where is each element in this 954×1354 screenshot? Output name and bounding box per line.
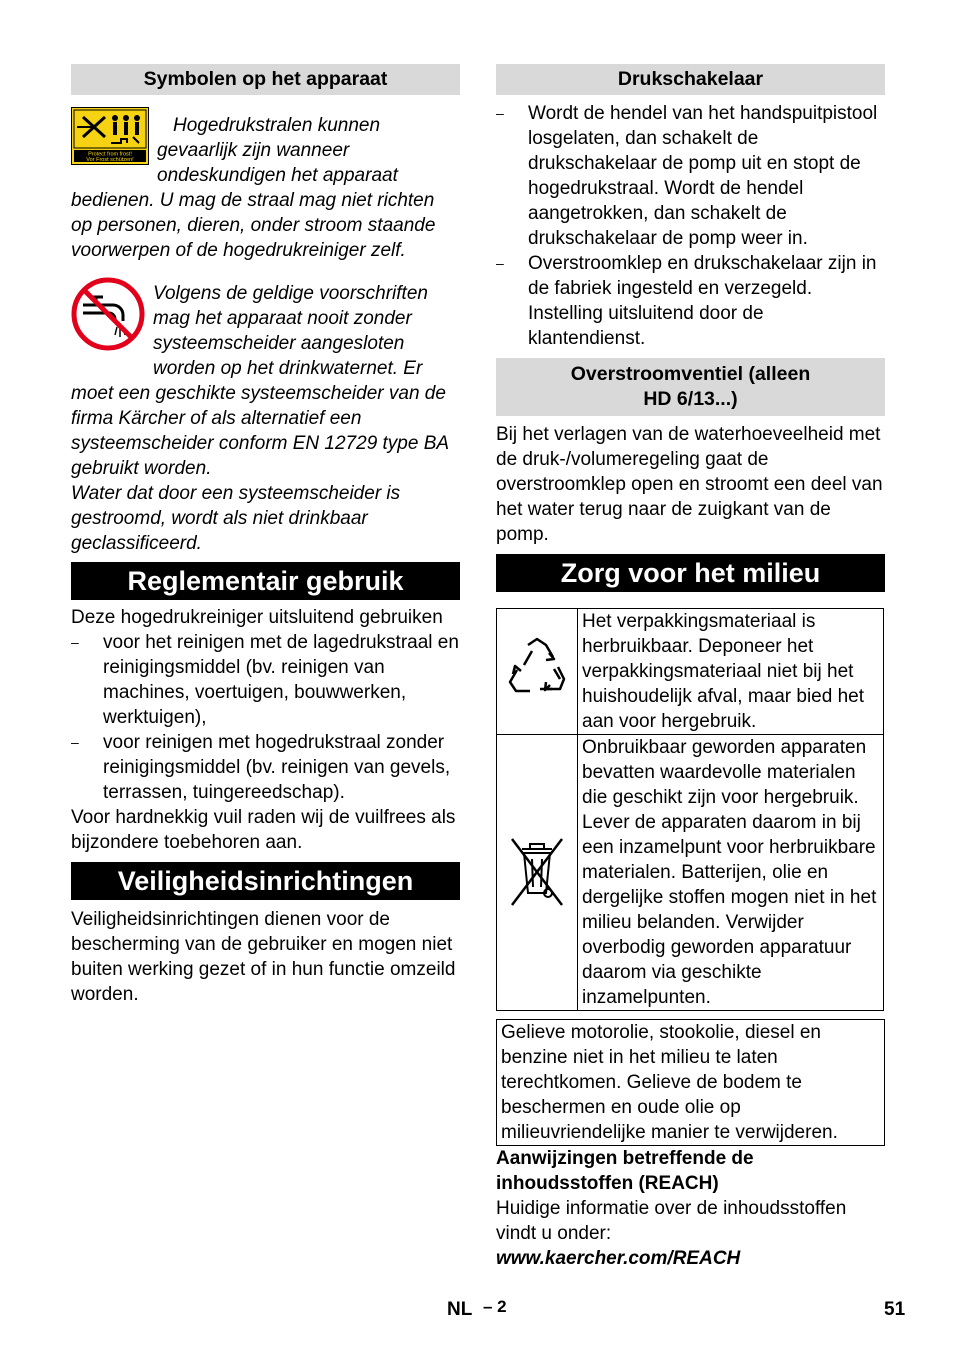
reglementair-intro: Deze hogedrukreiniger uitsluitend gebruiken [71,607,443,628]
reglementair-body [71,605,460,855]
section-heading-veiligheid: Veiligheidsinrichtingen [71,862,460,900]
oil-disposal-note: Gelieve motorolie, stookolie, diesel en benzine niet in het milieu te laten terechtkomen. Gelieve de bodem te beschermen en oude olie op milieuvriendelijke manier te verwijderen. [496,1019,885,1146]
footer-language: NL [447,1299,473,1320]
packaging-recycling-text: Het verpakkingsmateriaal is herbruikbaar. Deponeer het verpakkingsmateriaal niet bij het huishoudelijk afval, maar bied het aan voor hergebruik. [578,609,884,735]
footer-page-number: 51 [884,1299,906,1320]
environment-table [496,608,884,1011]
section-heading-reglementair: Reglementair gebruik [71,562,460,600]
reach-link[interactable]: www.kaercher.com/REACH [496,1248,741,1269]
list-item: – Overstroomklep en drukschakelaar zijn in de fabriek ingesteld en verzegeld. Instelling uitsluitend door de klantendienst. [496,251,885,351]
section-heading-milieu: Zorg voor het milieu [496,554,885,592]
section-heading-symbolen: Symbolen op het apparaat [71,64,460,95]
left-column [71,64,460,1007]
crossed-out-bin-icon [497,735,578,1011]
table-row [497,609,884,735]
table-row [497,735,884,1011]
list-item: – Wordt de hendel van het handspuitpistool losgelaten, dan schakelt de drukschakelaar de pomp uit en stopt de hogedrukstraal. Wordt de hendel aangetrokken, dan schakelt de drukschakelaar de pomp weer in. [496,101,885,251]
device-disposal-text: Onbruikbaar geworden apparaten bevatten waardevolle materialen die geschikt zijn voor hergebruik. Lever de apparaten daarom in bij een inzamelpunt voor herbruikbare materialen. Batterijen, olie en dergelijke stoffen mogen niet in het milieu belanden. Verwijder overbodig geworden apparatuur daarom via geschikte inzamelpunten. [578,735,884,1011]
frost-label-en: Protect from frost! [88,151,132,158]
no-drinkwater-connection-icon [71,277,145,358]
frost-label-de: Vor Frost schützen! [86,157,134,163]
drinkwater-classification-text: Water dat door een systeemscheider is gestroomd, wordt als niet drinkbaar geclassificeerd. [71,483,401,554]
reach-text: Huidige informatie over de inhoudsstoffen vindt u onder: [496,1198,847,1244]
reglementair-outro: Voor hardnekkig vuil raden wij de vuilfrees als bijzondere toebehoren aan. [71,807,456,853]
list-item: – voor het reinigen met de lagedrukstraal en reinigingsmiddel (bv. reinigen van machines, voertuigen, bouwwerken, werktuigen), [71,630,460,730]
overstroom-text: Bij het verlagen van de waterhoeveelheid met de druk-/volumeregeling gaat de overstroomklep open en stroomt een deel van het water terug naar de zuigkant van de pomp. [496,424,883,545]
drukschakelaar-list [496,101,885,351]
recycle-icon [497,609,578,735]
list-item: – voor reinigen met hogedrukstraal zonder reinigingsmiddel (bv. reinigen van gevels, terrassen, tuingereedschap). [71,730,460,805]
right-column [496,64,885,1271]
symbol-block-drinkwater [71,277,460,556]
drinkwater-warning-text: Volgens de geldige voorschriften mag het apparaat nooit zonder systeemscheider aangesloten worden op het drinkwaternet. Er moet een geschikte systeemscheider van de firma Kärcher of als alternatief een systeemscheider conform EN 12729 type BA gebruikt worden. [71,283,449,479]
section-heading-drukschakelaar: Drukschakelaar [496,64,885,95]
symbol-block-highpressure [71,107,460,263]
footer-subpage: – 2 [483,1297,507,1316]
veiligheid-text: Veiligheidsinrichtingen dienen voor de bescherming van de gebruiker en mogen niet buiten werking gezet of in hun functie omzeild worden. [71,909,456,1005]
highpressure-warning-icon [71,107,149,172]
section-heading-overstroom: Overstroomventiel (alleen HD 6/13...) [496,358,885,416]
reach-heading: Aanwijzingen betreffende de inhoudsstoffen (REACH) [496,1148,754,1194]
highpressure-warning-text: Hogedrukstralen kunnen gevaarlijk zijn wanneer ondeskundigen het apparaat bedienen. U mag de straal mag niet richten op personen, dieren, onder stroom staande voorwerpen of de hogedrukreiniger zelf. [71,115,436,261]
